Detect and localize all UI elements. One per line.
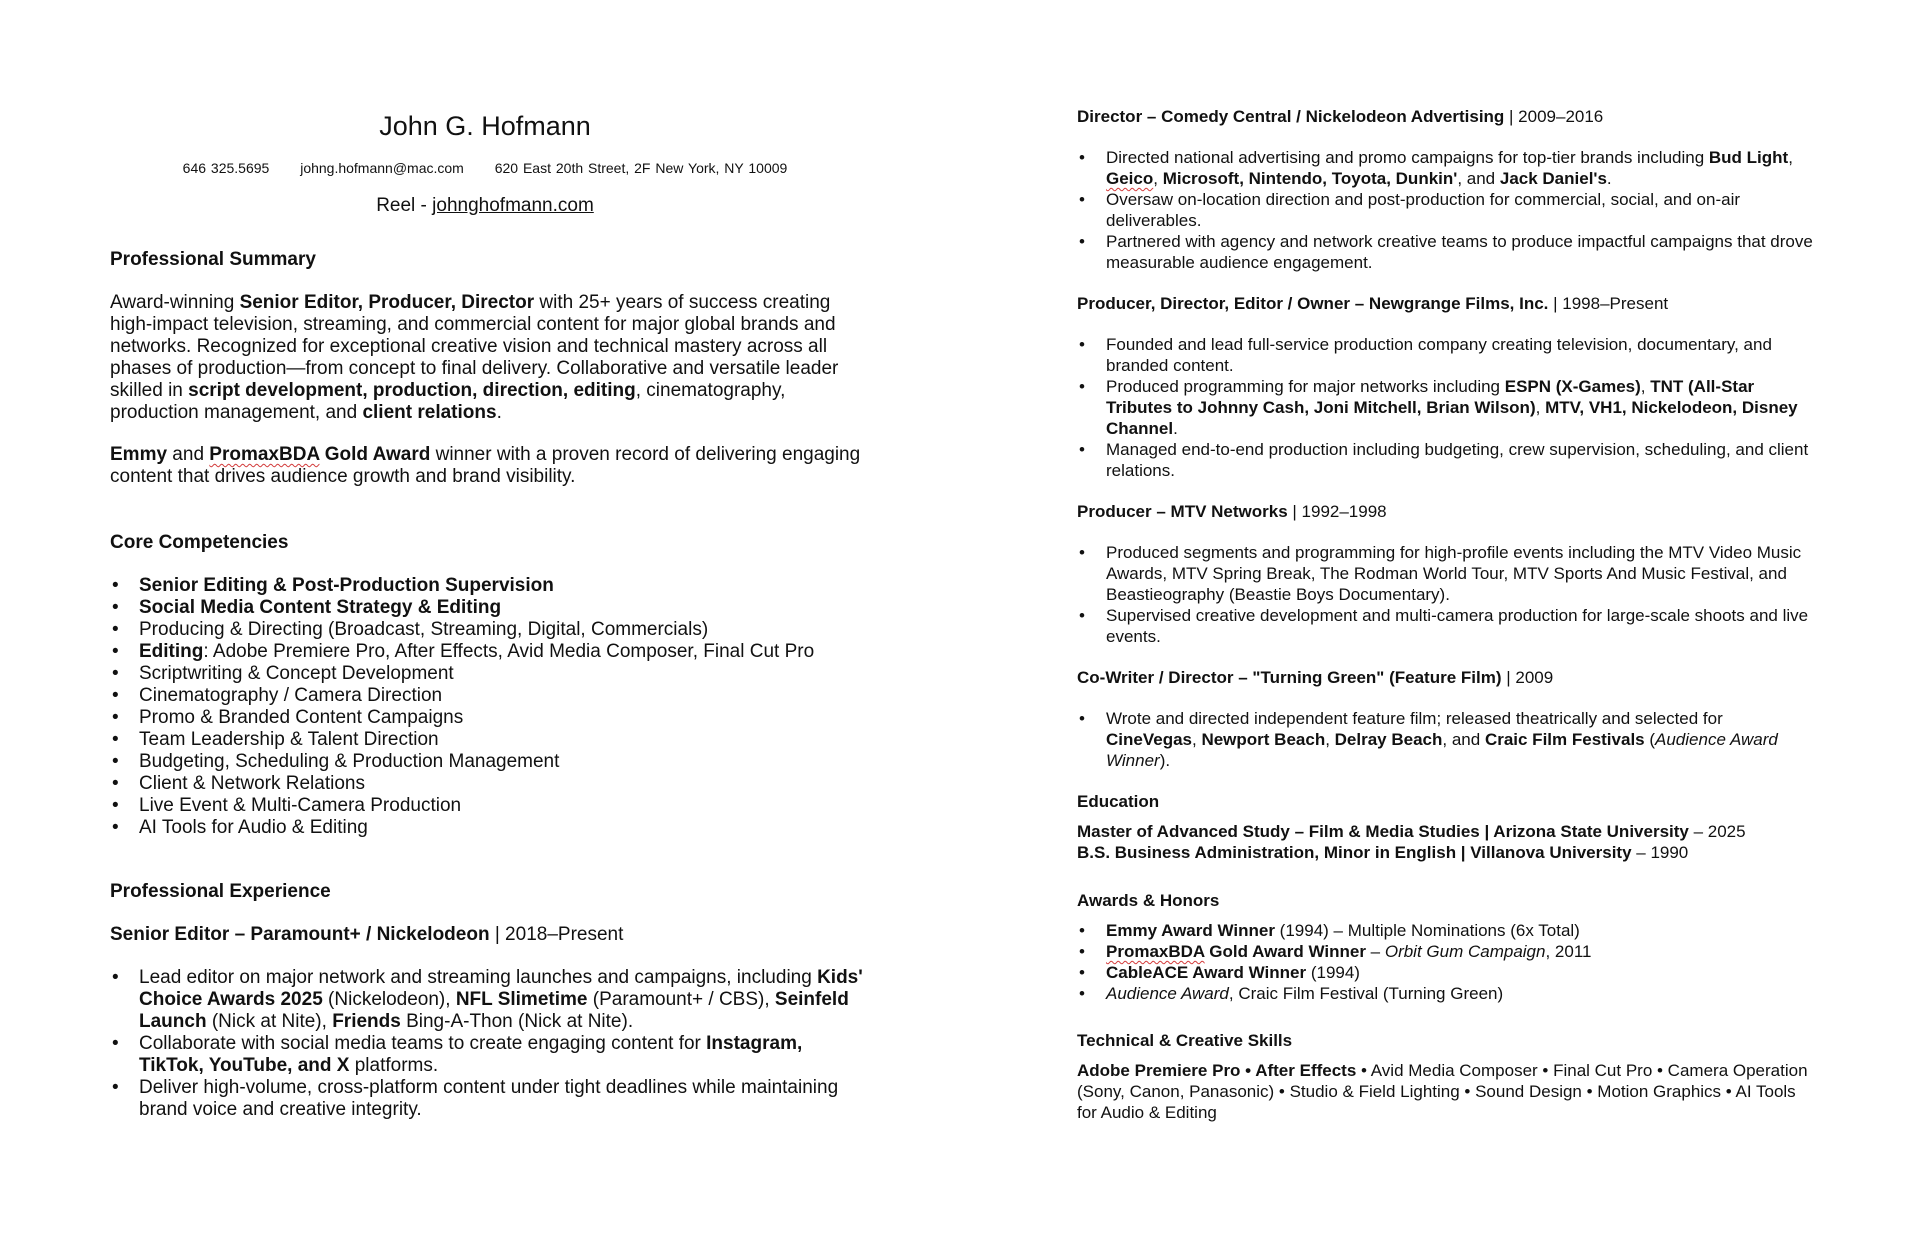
list-item: • Founded and lead full-service production company creating television, documentary, and branded content. — [1077, 334, 1817, 376]
education-lines — [1077, 821, 1817, 863]
list-item: • Directed national advertising and promo campaigns for top-tier brands including Bud Light, Geico, Microsoft, Nintendo, Toyota, Dunkin', and Jack Daniel's. — [1077, 147, 1817, 189]
right-page — [1077, 0, 1817, 1238]
awards-heading: Awards & Honors — [1077, 891, 1220, 910]
list-item: • Client & Network Relations — [110, 773, 870, 795]
job-title-comedy-central: Director – Comedy Central / Nickelodeon Advertising | 2009–2016 — [1077, 107, 1604, 126]
list-item: • Wrote and directed independent feature film; released theatrically and selected for CineVegas, Newport Beach, Delray Beach, and Craic Film Festivals (Audience Award Winner). — [1077, 708, 1817, 771]
skills-heading: Technical & Creative Skills — [1077, 1031, 1293, 1050]
list-item: • AI Tools for Audio & Editing — [110, 817, 870, 839]
list-item: • Produced programming for major networks including ESPN (X-Games), TNT (All-Star Tributes to Johnny Cash, Joni Mitchell, Brian Wilson), MTV, VH1, Nickelodeon, Disney Channel. — [1077, 376, 1817, 439]
list-item: • Editing: Adobe Premiere Pro, After Effects, Avid Media Composer, Final Cut Pro — [110, 641, 870, 663]
list-item: • Scriptwriting & Concept Development — [110, 663, 870, 685]
education-line: B.S. Business Administration, Minor in English | Villanova University – 1990 — [1077, 843, 1689, 862]
contact-line — [110, 159, 860, 177]
job-bullets-newgrange — [1077, 334, 1817, 481]
phone-number: 646 325.5695 — [182, 160, 270, 176]
job-title-paramount: Senior Editor – Paramount+ / Nickelodeon | 2018–Present — [110, 924, 624, 945]
list-item: • Managed end-to-end production including budgeting, crew supervision, scheduling, and client relations. — [1077, 439, 1817, 481]
list-item: • PromaxBDA Gold Award Winner – Orbit Gum Campaign, 2011 — [1077, 941, 1817, 962]
job-title-turning-green: Co-Writer / Director – "Turning Green" (Feature Film) | 2009 — [1077, 668, 1554, 687]
reel-label: Reel - — [376, 195, 433, 216]
list-item: • Team Leadership & Talent Direction — [110, 729, 870, 751]
competencies-heading: Core Competencies — [110, 532, 289, 553]
list-item: • Producing & Directing (Broadcast, Streaming, Digital, Commercials) — [110, 619, 870, 641]
street-address: 620 East 20th Street, 2F New York, NY 10009 — [494, 160, 788, 176]
left-page — [110, 0, 870, 1238]
candidate-name: John G. Hofmann — [379, 111, 591, 141]
list-item: • Live Event & Multi-Camera Production — [110, 795, 870, 817]
email-address: johng.hofmann@mac.com — [300, 160, 464, 176]
list-item: • Supervised creative development and multi-camera production for large-scale shoots and live events. — [1077, 605, 1817, 647]
list-item: • Senior Editing & Post-Production Supervision — [110, 575, 870, 597]
list-item: • Lead editor on major network and streaming launches and campaigns, including Kids' Choice Awards 2025 (Nickelodeon), NFL Slimetime (Paramount+ / CBS), Seinfeld Launch (Nick at Nite), Friends Bing-A-Thon (Nick at Nite). — [110, 967, 870, 1033]
job-bullets-paramount — [110, 967, 870, 1121]
resume-header — [110, 108, 860, 218]
list-item: • Budgeting, Scheduling & Production Management — [110, 751, 870, 773]
job-bullets-comedy-central — [1077, 147, 1817, 273]
summary-paragraph: Award-winning Senior Editor, Producer, Director with 25+ years of success creating high-impact television, streaming, and commercial content for major global brands and networks. Recognized for exceptional creative vision and technical mastery across all phases of production—from concept to final delivery. Collaborative and versatile leader skilled in script development, production, direction, editing, cinematography, production management, and client relations. — [110, 292, 839, 423]
list-item: • Audience Award, Craic Film Festival (Turning Green) — [1077, 983, 1817, 1004]
awards-list — [1077, 920, 1817, 1004]
list-item: • CableACE Award Winner (1994) — [1077, 962, 1817, 983]
list-item: • Promo & Branded Content Campaigns — [110, 707, 870, 729]
competencies-list — [110, 575, 870, 839]
experience-heading: Professional Experience — [110, 881, 331, 902]
job-bullets-turning-green — [1077, 708, 1817, 771]
list-item: • Social Media Content Strategy & Editing — [110, 597, 870, 619]
list-item: • Emmy Award Winner (1994) – Multiple Nominations (6x Total) — [1077, 920, 1817, 941]
awards-summary-paragraph: Emmy and PromaxBDA Gold Award winner with a proven record of delivering engaging content that drives audience growth and brand visibility. — [110, 444, 861, 487]
list-item: • Oversaw on-location direction and post-production for commercial, social, and on-air deliverables. — [1077, 189, 1817, 231]
skills-text: Adobe Premiere Pro • After Effects • Avid Media Composer • Final Cut Pro • Camera Operation (Sony, Canon, Panasonic) • Studio & Field Lighting • Sound Design • Motion Graphics • AI Tools for Audio & Editing — [1077, 1061, 1808, 1122]
job-title-newgrange: Producer, Director, Editor / Owner – Newgrange Films, Inc. | 1998–Present — [1077, 294, 1669, 313]
reel-line — [110, 194, 860, 218]
list-item: • Deliver high-volume, cross-platform content under tight deadlines while maintaining brand voice and creative integrity. — [110, 1077, 870, 1121]
list-item: • Produced segments and programming for high-profile events including the MTV Video Music Awards, MTV Spring Break, The Rodman World Tour, MTV Sports And Music Festival, and Beastieography (Beastie Boys Documentary). — [1077, 542, 1817, 605]
list-item: • Cinematography / Camera Direction — [110, 685, 870, 707]
list-item: • Partnered with agency and network creative teams to produce impactful campaigns that drove measurable audience engagement. — [1077, 231, 1817, 273]
job-title-mtv: Producer – MTV Networks | 1992–1998 — [1077, 502, 1387, 521]
list-item: • Collaborate with social media teams to create engaging content for Instagram, TikTok, YouTube, and X platforms. — [110, 1033, 870, 1077]
reel-link[interactable]: johnghofmann.com — [432, 195, 594, 216]
job-bullets-mtv — [1077, 542, 1817, 647]
education-heading: Education — [1077, 792, 1160, 811]
education-line: Master of Advanced Study – Film & Media Studies | Arizona State University – 2025 — [1077, 822, 1746, 841]
summary-heading: Professional Summary — [110, 249, 316, 270]
